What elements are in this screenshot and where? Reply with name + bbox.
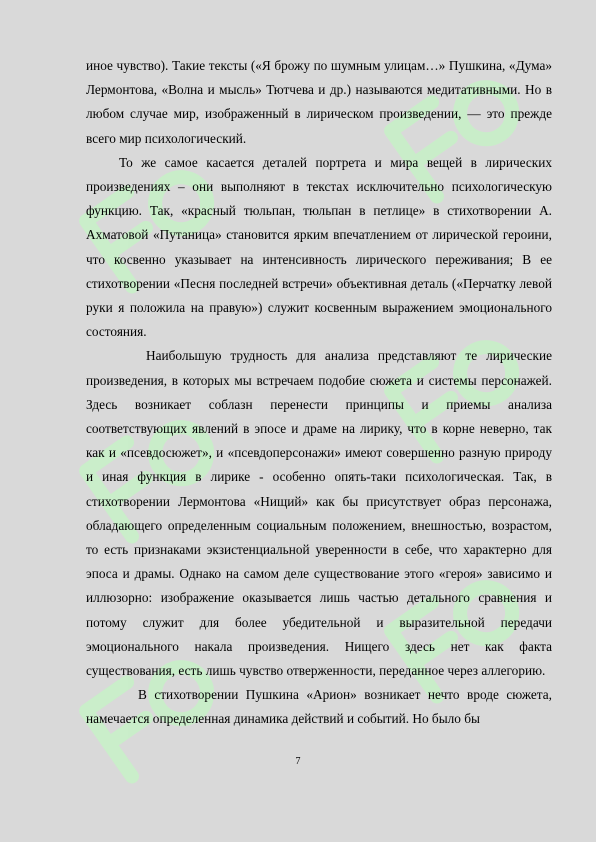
paragraph: Наибольшую трудность для анализа представляют те лирические произведения, в которых мы встречаем подобие сюжета и системы персонажей. Здесь возникает соблазн перенести принципы и приемы анализа соответствующих явлений в эпосе и драме на лирику, что в корне неверно, так как и «псевдосюжет», и «псевдоперсонажи» имеют совершенно разную природу и иная функция в лирике - особенно опять-таки психологическая. Так, в стихотворении Лермонтова «Нищий» как бы присутствует образ персонажа, обладающего определенным социальным положением, внешностью, возрастом, то есть признаками экзистенциальной уверенности в себе, что характерно для эпоса и драмы. Однако на самом деле существование этого «героя» зависимо и иллюзорно: изображение оказывается лишь частью детального сравнения и потому служит для более убедительной и выразительной передачи эмоционального накала произведения. Нищего здесь нет как факта существования, есть лишь чувство отверженности, переданное через аллегорию. [86,348,552,679]
document-body [86,54,552,732]
paragraph: иное чувство). Такие тексты («Я брожу по шумным улицам…» Пушкина, «Дума» Лермонтова, «Волна и мысль» Тютчева и др.) называются медитативными. Но в любом случае мир, изображенный в лирическом произведении, — это прежде всего мир психологический. [86,58,552,146]
paragraph: То же самое касается деталей портрета и мира вещей в лирических произведениях – они выполняют в текстах исключительно психологическую функцию. Так, «красный тюльпан, тюльпан в петлице» в стихотворении А. Ахматовой «Путаница» становится ярким впечатлением от лирической героини, что косвенно указывает на интенсивность лирического переживания; В ее стихотворении «Песня последней встречи» объективная деталь («Перчатку левой руки я положила на правую») служит косвенным выражением эмоционального состояния. [86,154,552,340]
paragraph: В стихотворении Пушкина «Арион» возникает нечто вроде сюжета, намечается определенная динамика действий и событий. Но было бы [86,687,552,727]
page-number: 7 [295,756,301,767]
